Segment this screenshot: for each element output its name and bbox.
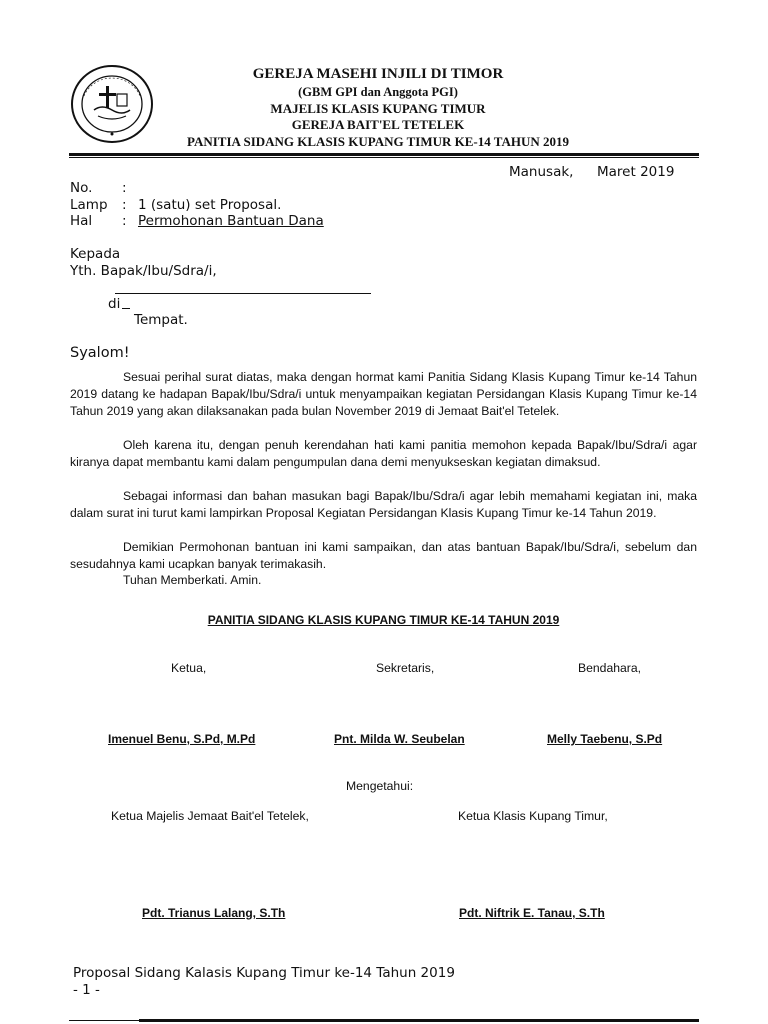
paragraph-3: Sebagai informasi dan bahan masukan bagi Bapak/Ibu/Sdra/i agar lebih memahami kegiatan ini, maka dalam surat ini turut kami lampirkan Proposal Kegiatan Persidangan Klasis Kupang Timur ke-14 Tahun 2019.: [70, 489, 697, 520]
greeting: Syalom!: [70, 345, 130, 361]
ketua-signatory: Imenuel Benu, S.Pd, M.Pd: [108, 732, 256, 746]
committee-name: PANITIA SIDANG KLASIS KUPANG TIMUR KE-14 TAHUN 2019: [187, 134, 569, 149]
klasis-chair-signatory: Pdt. Niftrik E. Tanau, S.Th: [459, 906, 605, 920]
di-label: di: [108, 296, 121, 312]
footer-rule-left: [69, 1020, 139, 1021]
paragraph-2: Oleh karena itu, dengan penuh kerendahan hati kami panitia memohon kepada Bapak/Ibu/Sdra/i agar kiranya dapat membantu kami dalam pengumpulan dana demi menyukseskan kegiatan dimaksud.: [70, 438, 697, 469]
paragraph-4: Demikian Permohonan bantuan ini kami sampaikan, dan atas bantuan Bapak/Ibu/Sdra/i, sebelum dan sesudahnya kami ucapkan banyak terimakasih.: [70, 540, 697, 571]
hal-label: Hal: [70, 213, 93, 229]
date: Maret 2019: [597, 164, 675, 180]
affiliation: (GBM GPI dan Anggota PGI): [298, 85, 458, 99]
header-rule-thick: [69, 153, 699, 156]
page-number: - 1 -: [73, 982, 100, 998]
sekretaris-signatory: Pnt. Milda W. Seubelan: [334, 732, 465, 746]
closing-blessing: Tuhan Memberkati. Amin.: [123, 573, 262, 587]
header-rule-thin: [69, 157, 699, 158]
kepada: Kepada: [70, 246, 121, 262]
footer-rule-right: [139, 1019, 699, 1022]
hal-value: Permohonan Bantuan Dana: [138, 213, 324, 229]
sekretaris-label: Sekretaris,: [376, 661, 435, 675]
hal-separator: :: [122, 213, 127, 229]
klasis-chair-label: Ketua Klasis Kupang Timur,: [458, 809, 608, 823]
tempat-label: Tempat.: [134, 312, 188, 328]
mengetahui-label: Mengetahui:: [346, 779, 414, 793]
place: Manusak,: [509, 164, 574, 180]
yth-line: Yth. Bapak/Ibu/Sdra/i,: [70, 263, 217, 279]
paragraph-1: Sesuai perihal surat diatas, maka dengan hormat kami Panitia Sidang Klasis Kupang Timur ke-14 Tahun 2019 datang ke hadapan Bapak/Ibu/Sdra/i untuk menyampaikan kegiatan Persidangan Klasis Kupang Timur ke-14 Tahun 2019 yang akan dilaksanakan pada bulan November 2019 di Jemaat Bait'el Tetelek.: [70, 370, 697, 418]
lamp-value: 1 (satu) set Proposal.: [138, 197, 282, 213]
majelis-chair-signatory: Pdt. Trianus Lalang, S.Th: [142, 906, 286, 920]
majelis-chair-label: Ketua Majelis Jemaat Bait'el Tetelek,: [111, 809, 309, 823]
church-seal-logo: [70, 64, 154, 144]
di-blank-line: [122, 308, 130, 309]
congregation-name: GEREJA BAIT'EL TETELEK: [291, 117, 465, 132]
church-name: GEREJA MASEHI INJILI DI TIMOR: [252, 66, 504, 82]
ketua-label: Ketua,: [171, 661, 207, 675]
recipient-blank-line: [115, 293, 371, 294]
committee-title: PANITIA SIDANG KLASIS KUPANG TIMUR KE-14 TAHUN 2019: [207, 613, 560, 627]
bendahara-label: Bendahara,: [578, 661, 642, 675]
no-label: No.: [70, 180, 93, 196]
lamp-label: Lamp: [70, 197, 108, 213]
bendahara-signatory: Melly Taebenu, S.Pd: [547, 732, 663, 746]
no-separator: :: [122, 180, 127, 196]
classis-name: MAJELIS KLASIS KUPANG TIMUR: [270, 101, 486, 116]
lamp-separator: :: [122, 197, 127, 213]
footer-text: Proposal Sidang Kalasis Kupang Timur ke-14 Tahun 2019: [73, 965, 455, 981]
